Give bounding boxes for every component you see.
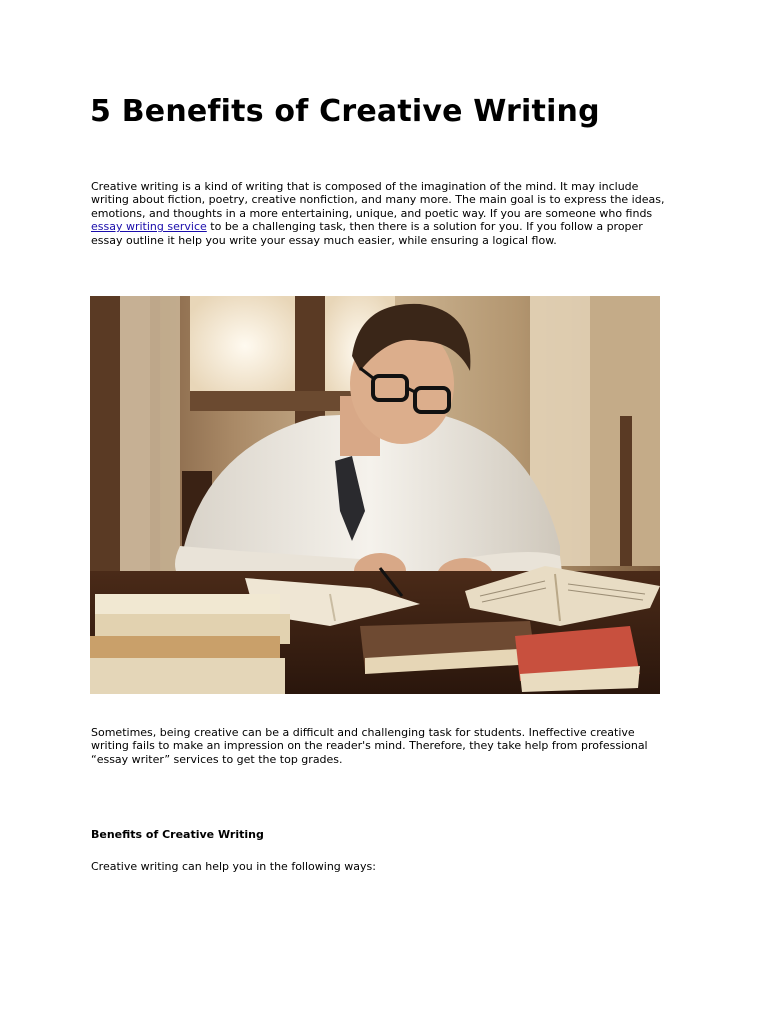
page-title: 5 Benefits of Creative Writing	[90, 94, 600, 129]
intro-paragraph	[91, 180, 671, 247]
paragraph-essay-writer: Sometimes, being creative can be a difficult and challenging task for students. Ineffective creative writing fails to make an impression on the reader's mind. Therefore, they take help from professional “essay writer” services to get the top grades.	[91, 726, 648, 766]
essay-writing-service-link[interactable]: essay writing service	[91, 220, 207, 234]
intro-text-after-link: to be a challenging task, then there is a solution for you. If you follow a proper essay outline it help you write your essay much easier, while ensuring a logical flow.	[91, 220, 643, 247]
intro-text-before-link: Creative writing is a kind of writing that is composed of the imagination of the mind. It may include writing about fiction, poetry, creative nonfiction, and many more. The main goal is to express the ideas, emotions, and thoughts in a more entertaining, unique, and poetic way. If you are someone who finds	[91, 180, 665, 220]
student-writing-photo	[90, 296, 660, 694]
section-heading-benefits: Benefits of Creative Writing	[91, 828, 264, 841]
paragraph-following-ways: Creative writing can help you in the following ways:	[91, 860, 376, 873]
